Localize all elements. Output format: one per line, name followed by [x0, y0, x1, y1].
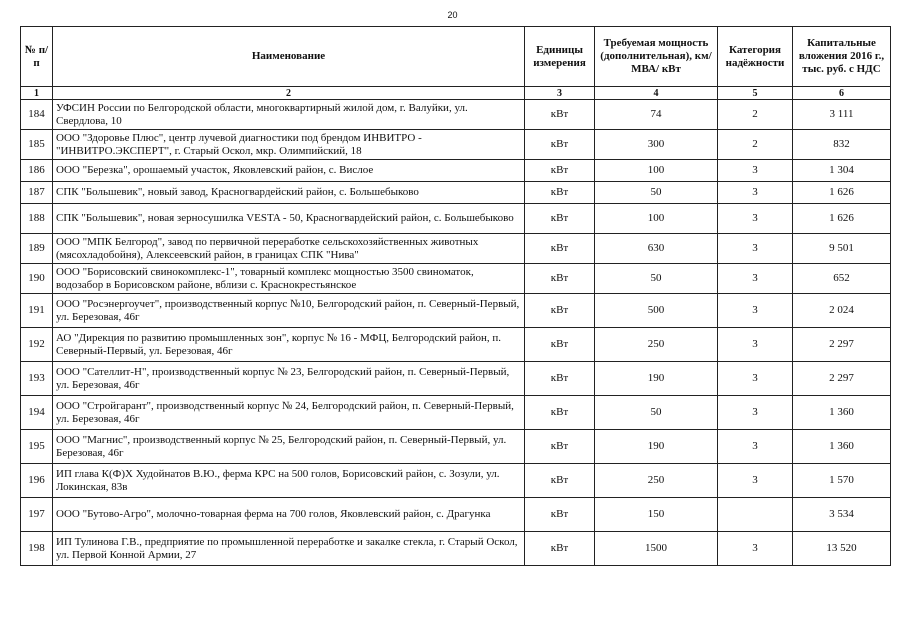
row-name: ООО "Здоровье Плюс", центр лучевой диагностики под брендом ИНВИТРО - "ИНВИТРО.ЭКСПЕРТ", г. Старый Оскол, мкр. Олимпийский, 18 — [53, 130, 525, 160]
row-category: 3 — [718, 264, 793, 294]
row-unit: кВт — [525, 234, 595, 264]
row-category: 3 — [718, 160, 793, 182]
row-power: 50 — [595, 264, 718, 294]
table-row — [21, 396, 891, 430]
row-capex: 1 304 — [793, 160, 891, 182]
table-row — [21, 204, 891, 234]
row-category: 3 — [718, 328, 793, 362]
row-power: 50 — [595, 182, 718, 204]
row-power: 250 — [595, 464, 718, 498]
column-number: 1 — [21, 87, 53, 100]
row-capex: 13 520 — [793, 532, 891, 566]
page-number: 20 — [447, 10, 458, 20]
row-capex: 3 534 — [793, 498, 891, 532]
row-number: 187 — [21, 182, 53, 204]
row-number: 191 — [21, 294, 53, 328]
row-capex: 1 360 — [793, 430, 891, 464]
row-capex: 1 570 — [793, 464, 891, 498]
row-name: ООО "Стройгарант", производственный корпус № 24, Белгородский район, п. Северный-Первый, ул. Березовая, 46г — [53, 396, 525, 430]
row-name: СПК "Большевик", новая зерносушилка VESTA - 50, Красногвардейский район, с. Большебыково — [53, 204, 525, 234]
table-row — [21, 182, 891, 204]
row-power: 300 — [595, 130, 718, 160]
row-power: 100 — [595, 160, 718, 182]
row-name: ООО "Магнис", производственный корпус № 25, Белгородский район, п. Северный-Первый, ул. Березовая, 46г — [53, 430, 525, 464]
row-unit: кВт — [525, 396, 595, 430]
row-category: 3 — [718, 362, 793, 396]
row-name: УФСИН России по Белгородской области, многоквартирный жилой дом, г. Валуйки, ул. Свердлова, 10 — [53, 100, 525, 130]
row-capex: 1 626 — [793, 182, 891, 204]
row-unit: кВт — [525, 328, 595, 362]
row-unit: кВт — [525, 362, 595, 396]
row-category: 3 — [718, 396, 793, 430]
header-no: № п/п — [21, 27, 53, 87]
row-name: ООО "Росэнергоучет", производственный корпус №10, Белгородский район, п. Северный-Первый, ул. Березовая, 46г — [53, 294, 525, 328]
table-row — [21, 160, 891, 182]
row-name: АО "Дирекция по развитию промышленных зон", корпус № 16 - МФЦ, Белгородский район, п. Северный-Первый, ул. Березовая, 46г — [53, 328, 525, 362]
header-category: Категория надёжности — [718, 27, 793, 87]
row-capex: 832 — [793, 130, 891, 160]
table-row — [21, 430, 891, 464]
header-capex: Капитальные вложения 2016 г., тыс. руб. с НДС — [793, 27, 891, 87]
row-capex: 3 111 — [793, 100, 891, 130]
row-capex: 1 626 — [793, 204, 891, 234]
row-power: 250 — [595, 328, 718, 362]
column-number: 3 — [525, 87, 595, 100]
row-name: ООО "МПК Белгород", завод по первичной переработке сельскохозяйственных животных (мясохладобойня), Алексеевский район, в границах СПК "Нива" — [53, 234, 525, 264]
table-row — [21, 532, 891, 566]
column-number: 6 — [793, 87, 891, 100]
row-unit: кВт — [525, 532, 595, 566]
row-category: 2 — [718, 100, 793, 130]
table-row — [21, 362, 891, 396]
row-unit: кВт — [525, 182, 595, 204]
row-number: 189 — [21, 234, 53, 264]
row-unit: кВт — [525, 430, 595, 464]
table-row — [21, 328, 891, 362]
header-unit: Единицы измерения — [525, 27, 595, 87]
row-power: 74 — [595, 100, 718, 130]
row-capex: 2 024 — [793, 294, 891, 328]
row-number: 185 — [21, 130, 53, 160]
header-power: Требуемая мощность (дополнительная), км/ МВА/ кВт — [595, 27, 718, 87]
row-power: 500 — [595, 294, 718, 328]
row-category: 2 — [718, 130, 793, 160]
row-category: 3 — [718, 234, 793, 264]
row-category — [718, 498, 793, 532]
row-number: 192 — [21, 328, 53, 362]
table-row — [21, 100, 891, 130]
row-number: 196 — [21, 464, 53, 498]
column-number-row — [21, 87, 891, 100]
row-power: 100 — [595, 204, 718, 234]
row-category: 3 — [718, 464, 793, 498]
row-name: ООО "Сателлит-Н", производственный корпус № 23, Белгородский район, п. Северный-Первый, ул. Березовая, 46г — [53, 362, 525, 396]
row-number: 190 — [21, 264, 53, 294]
row-capex: 652 — [793, 264, 891, 294]
row-number: 193 — [21, 362, 53, 396]
row-name: ООО "Березка", орошаемый участок, Яковлевский район, с. Вислое — [53, 160, 525, 182]
row-number: 184 — [21, 100, 53, 130]
row-number: 194 — [21, 396, 53, 430]
column-number: 4 — [595, 87, 718, 100]
header-name: Наименование — [53, 27, 525, 87]
row-unit: кВт — [525, 204, 595, 234]
row-number: 195 — [21, 430, 53, 464]
row-unit: кВт — [525, 294, 595, 328]
row-name: ИП Тулинова Г.В., предприятие по промышленной переработке и закалке стекла, г. Старый Оскол, ул. Первой Конной Армии, 27 — [53, 532, 525, 566]
row-unit: кВт — [525, 464, 595, 498]
row-power: 190 — [595, 430, 718, 464]
table-row — [21, 294, 891, 328]
row-category: 3 — [718, 182, 793, 204]
row-name: СПК "Большевик", новый завод, Красногвардейский район, с. Большебыково — [53, 182, 525, 204]
row-capex: 2 297 — [793, 328, 891, 362]
row-number: 188 — [21, 204, 53, 234]
row-name: ООО "Бутово-Агро", молочно-товарная ферма на 700 голов, Яковлевский район, с. Драгунка — [53, 498, 525, 532]
table-row — [21, 130, 891, 160]
row-capex: 9 501 — [793, 234, 891, 264]
table-row — [21, 498, 891, 532]
row-category: 3 — [718, 204, 793, 234]
row-unit: кВт — [525, 160, 595, 182]
capital-investment-table — [20, 26, 891, 566]
row-power: 50 — [595, 396, 718, 430]
column-number: 2 — [53, 87, 525, 100]
row-capex: 1 360 — [793, 396, 891, 430]
row-number: 197 — [21, 498, 53, 532]
row-number: 198 — [21, 532, 53, 566]
row-power: 1500 — [595, 532, 718, 566]
table-row — [21, 234, 891, 264]
column-number: 5 — [718, 87, 793, 100]
row-category: 3 — [718, 430, 793, 464]
row-unit: кВт — [525, 130, 595, 160]
table-row — [21, 264, 891, 294]
row-unit: кВт — [525, 264, 595, 294]
row-unit: кВт — [525, 498, 595, 532]
row-name: ИП глава К(Ф)Х Худойнатов В.Ю., ферма КРС на 500 голов, Борисовский район, с. Зозули, ул. Локинская, 83в — [53, 464, 525, 498]
row-power: 150 — [595, 498, 718, 532]
row-category: 3 — [718, 532, 793, 566]
row-number: 186 — [21, 160, 53, 182]
row-category: 3 — [718, 294, 793, 328]
table-row — [21, 464, 891, 498]
row-name: ООО "Борисовский свинокомплекс-1", товарный комплекс мощностью 3500 свиноматок, водозабор в Борисовском районе, вблизи с. Краснокрестьянское — [53, 264, 525, 294]
row-power: 630 — [595, 234, 718, 264]
row-power: 190 — [595, 362, 718, 396]
row-unit: кВт — [525, 100, 595, 130]
header-row — [21, 27, 891, 87]
row-capex: 2 297 — [793, 362, 891, 396]
